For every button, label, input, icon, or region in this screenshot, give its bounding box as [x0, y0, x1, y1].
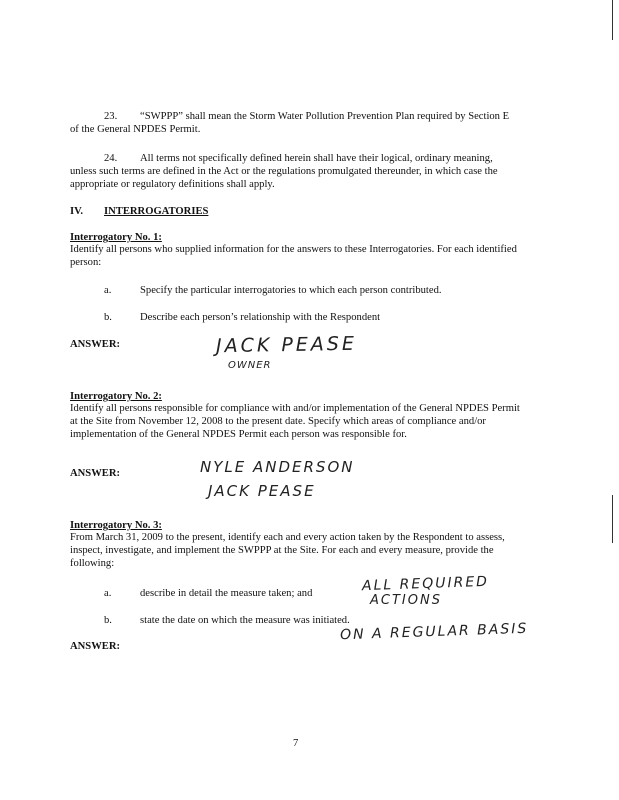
interrogatory-1-item-a-text: Specify the particular interrogatories to which each person contributed. [140, 285, 442, 296]
handwritten-answer-1-role: OWNER [228, 360, 272, 371]
definition-24-body: All terms not specifically defined herein shall have their logical, ordinary meaning, unless such terms are defined in the Act or the regulations promulgated thereunder, in which case the appropriate or regulatory definitions shall apply. [70, 153, 498, 191]
page-number: 7 [293, 738, 299, 749]
handwritten-answer-3-line-3: ON A REGULAR BASIS [339, 620, 529, 644]
interrogatory-1-text: Identify all persons who supplied information for the answers to these Interrogatories. For each identified person: [70, 244, 517, 269]
definition-23-num: 23. [104, 111, 118, 122]
handwritten-answer-2-person-1: NYLE ANDERSON [200, 458, 355, 476]
interrogatory-3-answer-label: ANSWER: [70, 641, 121, 652]
handwritten-answer-3-line-1: ALL REQUIRED [361, 573, 490, 595]
scan-edge-top [612, 0, 613, 40]
handwritten-answer-2-person-2: JACK PEASE [208, 482, 316, 500]
interrogatory-3-item-a-letter: a. [104, 588, 112, 599]
definition-24-text [70, 152, 520, 192]
interrogatory-3-item-b-letter: b. [104, 615, 112, 626]
interrogatory-3-item-a-text: describe in detail the measure taken; and [140, 588, 313, 599]
definition-23-body: “SWPPP” shall mean the Storm Water Pollution Prevention Plan required by Section E of the General NPDES Permit. [70, 111, 510, 136]
interrogatory-3-heading: Interrogatory No. 3: [70, 520, 162, 531]
interrogatory-1-item-b-text: Describe each person’s relationship with the Respondent [140, 312, 381, 323]
interrogatory-3-text: From March 31, 2009 to the present, identify each and every action taken by the Respondent to assess, inspect, investigate, and implement the SWPPP at the Site. For each and every measure, provide the following: [70, 532, 505, 570]
interrogatory-1-answer-label: ANSWER: [70, 339, 121, 350]
handwritten-answer-1-name: JACK PEASE [215, 332, 358, 358]
handwritten-answer-3-line-2: ACTIONS [370, 593, 442, 608]
interrogatory-1-heading: Interrogatory No. 1: [70, 232, 162, 243]
definition-23-text [70, 110, 510, 136]
interrogatory-3-item-b-text: state the date on which the measure was initiated. [140, 615, 350, 626]
interrogatory-2-heading: Interrogatory No. 2: [70, 391, 162, 402]
interrogatory-2-text: Identify all persons responsible for compliance with and/or implementation of the General NPDES Permit at the Site from November 12, 2008 to the present date. Specify which areas of compliance and/or implementation of the General NPDES Permit each person was responsible for. [70, 403, 520, 441]
section-number: IV. [70, 206, 84, 217]
interrogatory-1-item-b-letter: b. [104, 312, 112, 323]
interrogatory-1-item-a-letter: a. [104, 285, 112, 296]
definition-24-num: 24. [104, 153, 118, 164]
section-title: INTERROGATORIES [104, 206, 209, 217]
scan-edge-mid [612, 495, 613, 543]
interrogatory-2-answer-label: ANSWER: [70, 468, 121, 479]
